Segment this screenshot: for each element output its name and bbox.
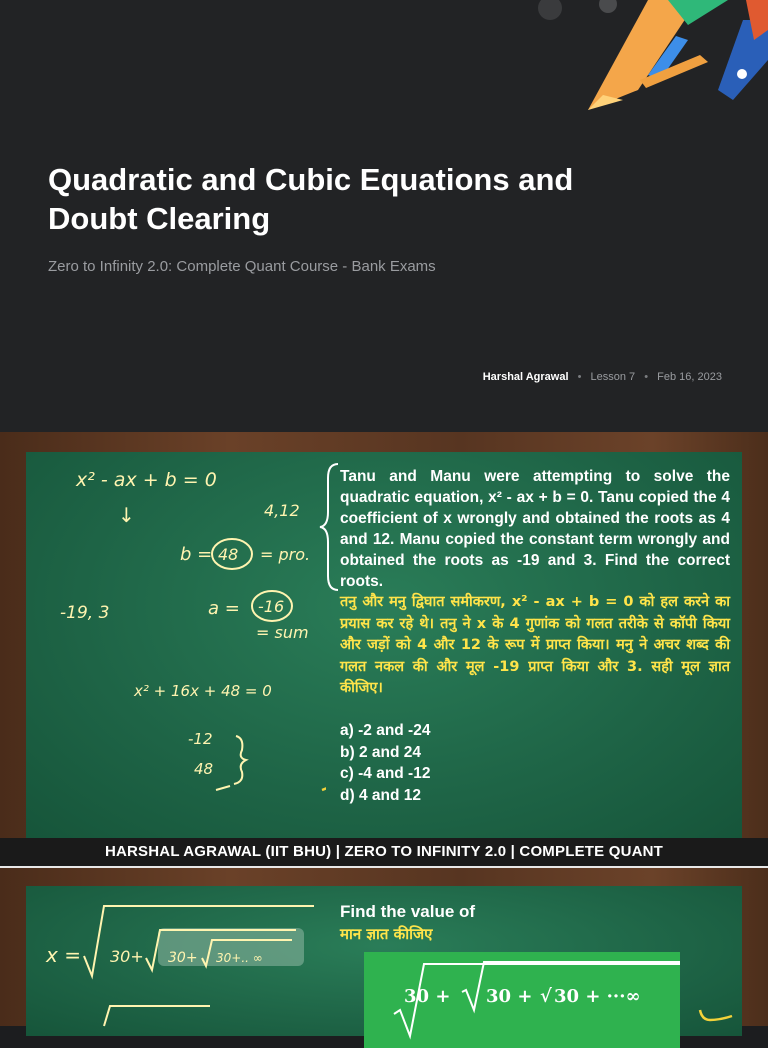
hw-a-label: a = bbox=[208, 598, 240, 619]
author-name[interactable]: Harshal Agrawal bbox=[482, 371, 569, 383]
chalkboard bbox=[26, 886, 742, 1036]
lesson-header bbox=[0, 0, 768, 432]
pencil-decoration-icon bbox=[528, 0, 768, 120]
hw-b-label: b = bbox=[180, 544, 213, 565]
lesson-title: Quadratic and Cubic Equations and Doubt Clearing bbox=[48, 162, 574, 236]
formula-root-symbol: √ bbox=[540, 986, 552, 1007]
option-c: c) -4 and -12 bbox=[340, 765, 431, 782]
hw-final-equation: x² + 16x + 48 = 0 bbox=[134, 682, 272, 700]
question-english: Tanu and Manu were attempting to solve the quadratic equation, x² - ax + b = 0. Tanu copied the 4 coefficient of x wrongly and obtained the roots as 4 and 12. Manu copied the constant term wrongly and obtained the roots as -19 and 3. Find the correct roots. bbox=[340, 468, 730, 590]
course-name[interactable]: Zero to Infinity 2.0: Complete Quant Course - Bank Exams bbox=[48, 258, 436, 275]
option-d: d) 4 and 12 bbox=[340, 786, 421, 804]
hw-sum-number: -12 bbox=[188, 730, 213, 748]
question-hindi: मान ज्ञात कीजिए bbox=[340, 925, 433, 943]
checkmark-icon bbox=[696, 1006, 736, 1026]
hw-arrow: ↓ bbox=[118, 503, 135, 527]
meta-separator: • bbox=[644, 371, 649, 383]
formula-term-3: 30 + ···∞ bbox=[554, 986, 641, 1007]
hw-roots-tanu: 4,12 bbox=[264, 501, 300, 520]
question-english: Find the value of bbox=[340, 902, 476, 921]
slide-thumbnail-1[interactable] bbox=[0, 432, 768, 866]
option-a: a) -2 and -24 bbox=[340, 722, 431, 739]
hw-sum: = sum bbox=[256, 623, 309, 642]
curly-brace-icon bbox=[318, 462, 342, 592]
hw-pro: = pro. bbox=[260, 545, 311, 564]
slide-thumbnail-2[interactable] bbox=[0, 866, 768, 1026]
hw-equation: x² - ax + b = 0 bbox=[76, 469, 217, 491]
hw-term-2: 30+ bbox=[168, 950, 198, 966]
formula-term-1: 30 + bbox=[404, 986, 451, 1007]
option-b: b) 2 and 24 bbox=[340, 743, 421, 761]
hw-product-number: 48 bbox=[194, 760, 214, 778]
hw-term-1: 30+ bbox=[110, 947, 144, 966]
question-hindi: तनु और मनु द्विघात समीकरण, x² - ax + b = 0 को हल करने का प्रयास कर रहे थे। तनु ने x के 4 गुणांक को गलत तरीके से कॉपी किया और जड़ों को 4 और 12 के रूप में प्राप्त किया। मनु ने अचर शब्द की गलत नकल की और मूल -19 प्राप्त किया और 3. सही मूल ज्ञात कीजिए। bbox=[340, 594, 730, 696]
hw-b-value: 48 bbox=[218, 545, 239, 564]
slide-footer: HARSHAL AGRAWAL (IIT BHU) | ZERO TO INFINITY 2.0 | COMPLETE QUANT bbox=[0, 838, 768, 866]
handwritten-notes bbox=[26, 452, 326, 838]
answer-options bbox=[340, 720, 430, 806]
meta-separator: • bbox=[577, 371, 582, 383]
chalkboard bbox=[26, 452, 742, 838]
hw-a-value: -16 bbox=[258, 597, 285, 616]
lesson-meta bbox=[483, 371, 722, 383]
lesson-date: Feb 16, 2023 bbox=[657, 371, 722, 383]
formula-term-2: 30 + bbox=[486, 986, 533, 1007]
hw-x-label: x = bbox=[46, 943, 81, 967]
hw-term-3: 30+.. ∞ bbox=[216, 951, 263, 965]
lesson-number: Lesson 7 bbox=[590, 371, 636, 383]
hw-roots-manu: -19, 3 bbox=[60, 603, 110, 623]
formula-box bbox=[364, 952, 680, 1048]
handwritten-notes bbox=[26, 886, 326, 1036]
